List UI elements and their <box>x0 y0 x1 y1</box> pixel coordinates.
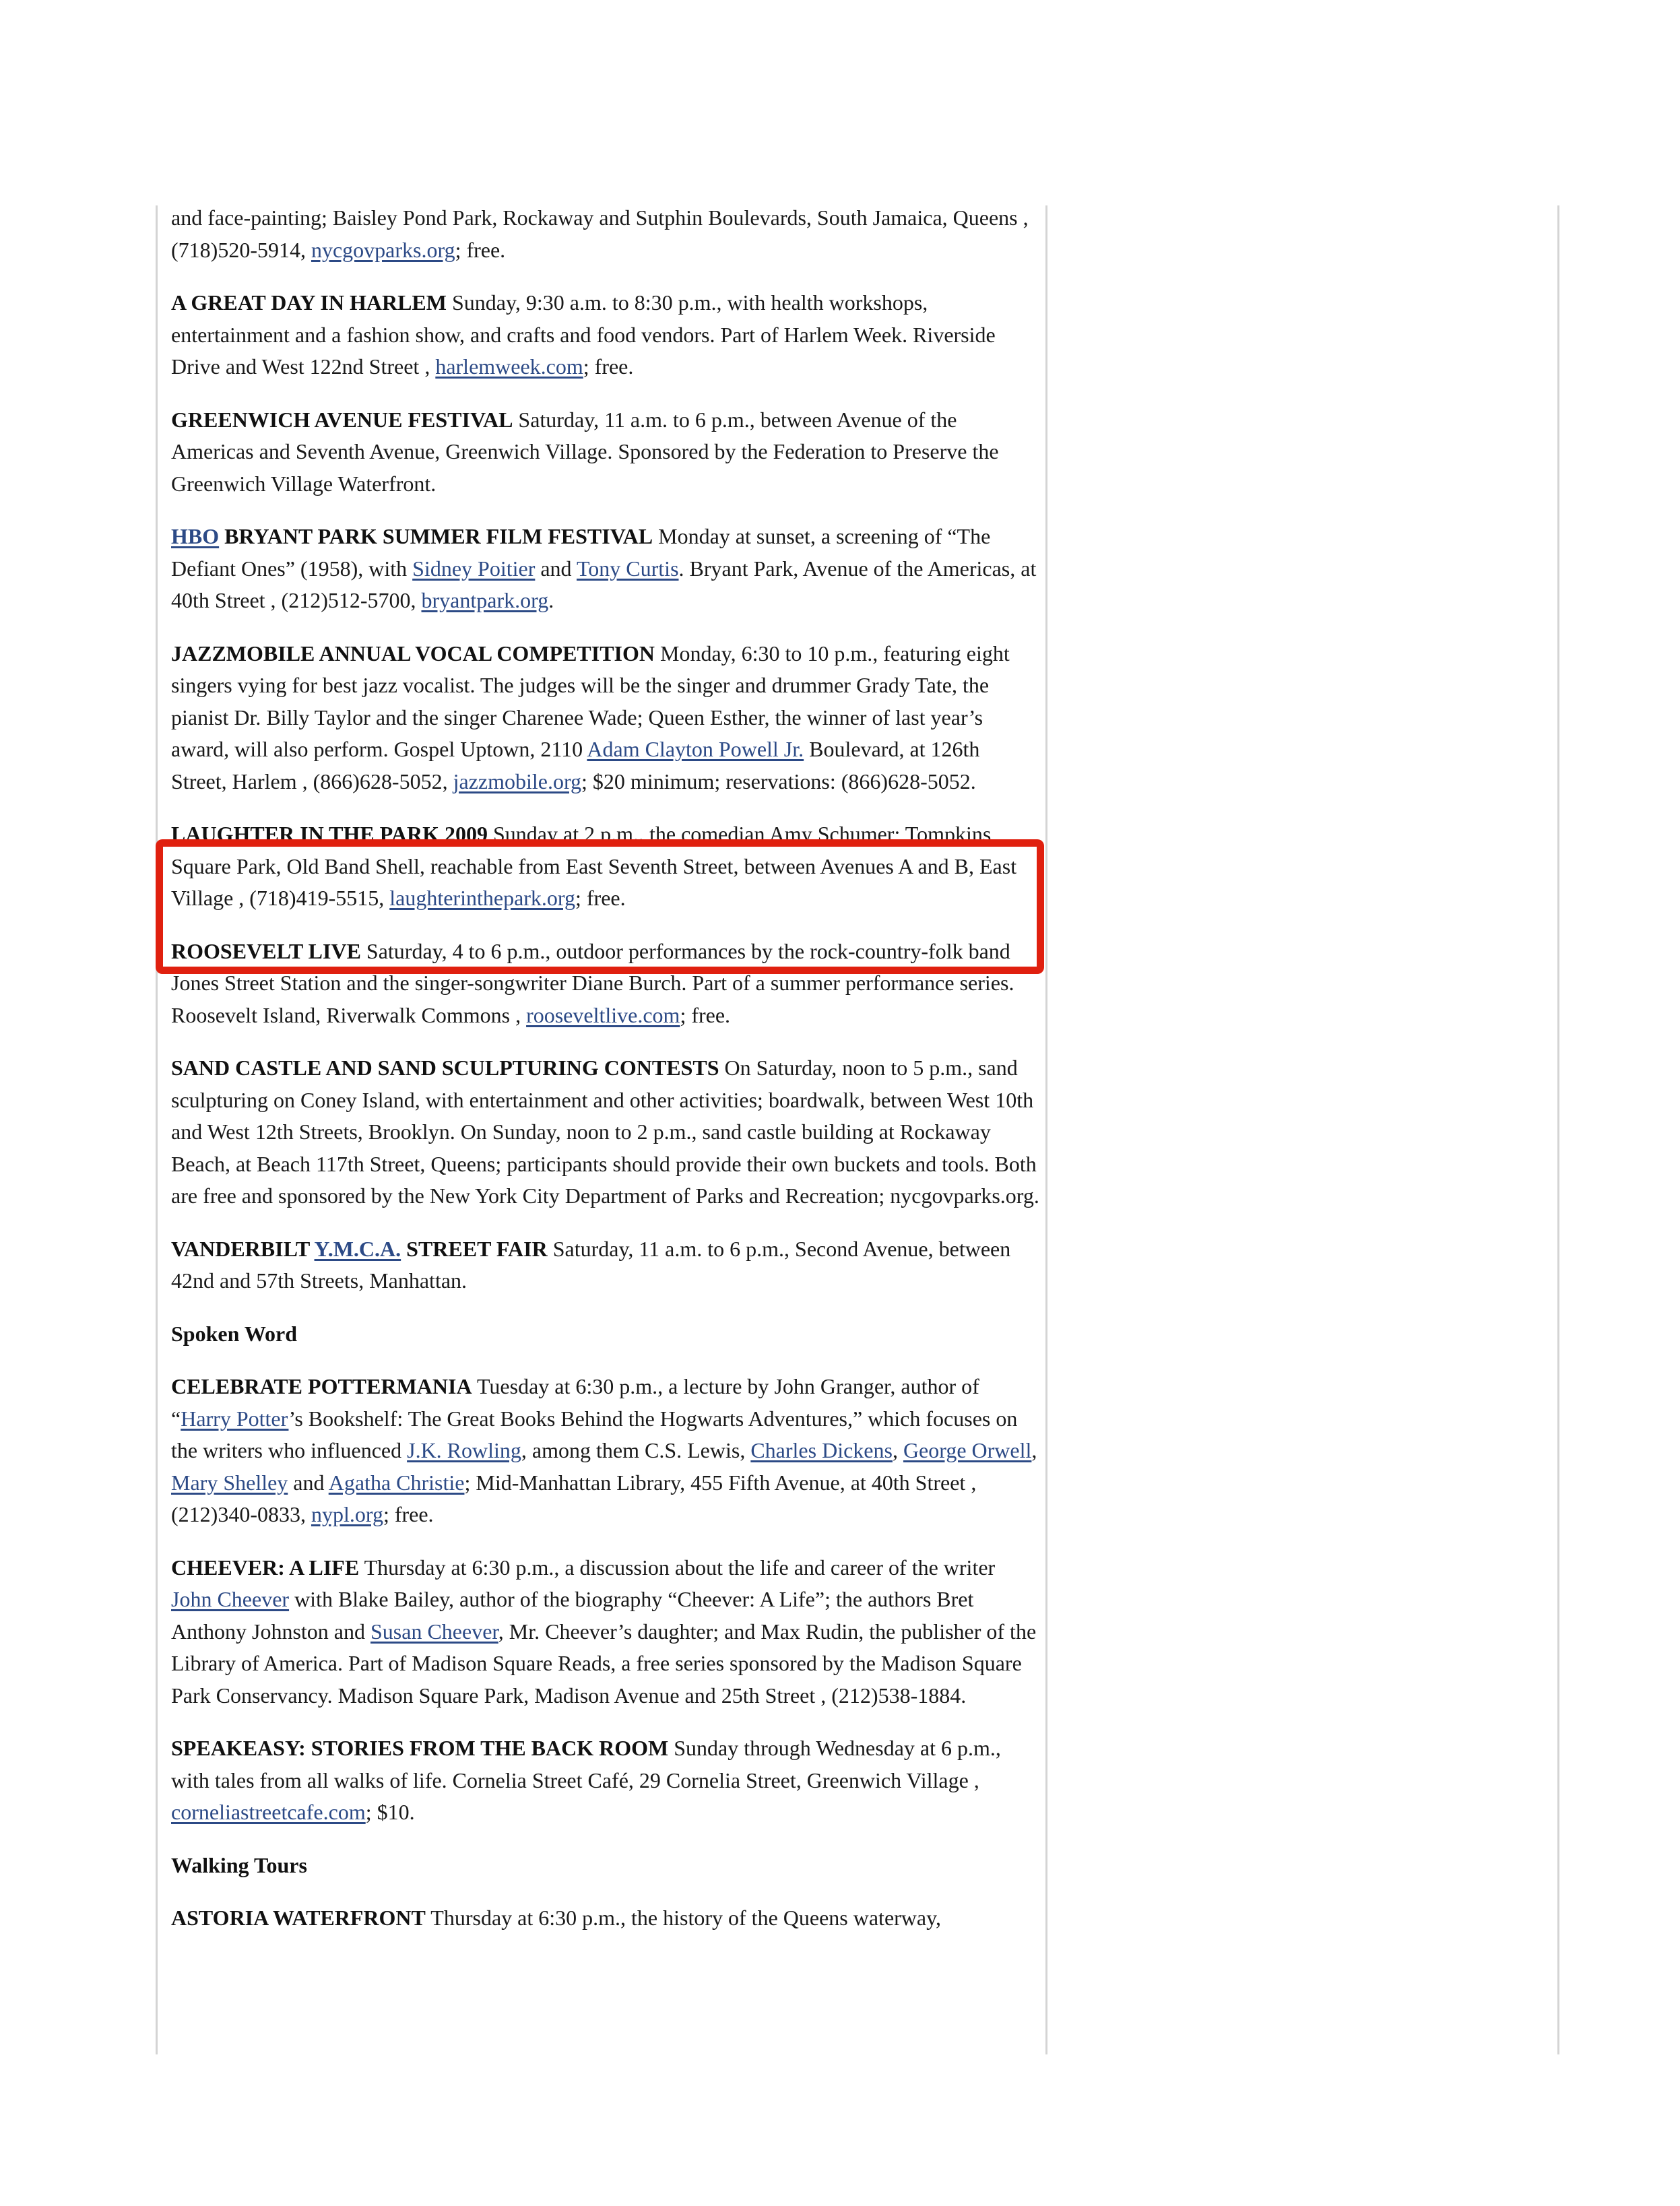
entry-text: with Blake Bailey, author of the biography “Cheever: A Life”; the authors Bret Anthony Johnston and <box>171 1587 974 1644</box>
laughterinthepark-link[interactable]: laughterinthepark.org <box>389 886 575 910</box>
event-title: VANDERBILT <box>171 1236 315 1261</box>
event-title: ROOSEVELT LIVE <box>171 938 361 963</box>
event-entry-greenwich-avenue <box>171 404 1040 500</box>
article-column <box>171 202 1040 1955</box>
harlemweek-link[interactable]: harlemweek.com <box>435 354 583 379</box>
event-entry-pottermania <box>171 1371 1040 1531</box>
event-title: GREENWICH AVENUE FESTIVAL <box>171 407 513 432</box>
charles-dickens-link[interactable]: Charles Dickens <box>750 1438 893 1462</box>
event-title: ASTORIA WATERFRONT <box>171 1906 426 1930</box>
tony-curtis-link[interactable]: Tony Curtis <box>576 556 679 581</box>
entry-text: and face-painting; Baisley Pond Park, Rockaway and Sutphin Boulevards, South Jamaica, Queens , (718)520-5914, <box>171 205 1029 262</box>
ymca-link[interactable]: Y.M.C.A. <box>314 1236 401 1261</box>
event-title: A GREAT DAY IN HARLEM <box>171 290 447 315</box>
entry-text: Tuesday at 6:30 p.m., a lecture by John Granger, author of “ <box>171 1374 979 1431</box>
event-entry-sand-castle <box>171 1052 1040 1212</box>
event-entry-baisley-pond <box>171 202 1040 266</box>
entry-text: ; Mid-Manhattan Library, 455 Fifth Avenue, at 40th Street , (212)340-0833, <box>171 1470 977 1526</box>
entry-text: Boulevard, at 126th Street, Harlem , (866)628-5052, <box>171 737 980 793</box>
entry-text: ; free. <box>583 354 634 379</box>
entry-text: On Saturday, noon to 5 p.m., sand sculpturing on Coney Island, with entertainment and other activities; boardwalk, between West 10th and West 12th Streets, Brooklyn. On Sunday, noon to 2 p.m., sand castle building at Rockaway Beach, at Beach 117th Street, Queens; participants should provide their own buckets and tools. Both are free and sponsored by the New York City Department of Parks and Recreation; nycgovparks.org. <box>171 1056 1039 1208</box>
bryantpark-link[interactable]: bryantpark.org <box>421 588 549 612</box>
entry-text: Saturday, 4 to 6 p.m., outdoor performances by the rock-country-folk band Jones Street Station and the singer-songwriter Diane Burch. Part of a summer performance series. Roosevelt Island, Riverwalk Commons , <box>171 938 1014 1027</box>
highlight-box <box>156 839 1044 974</box>
section-heading: Spoken Word <box>171 1321 298 1346</box>
event-title: CELEBRATE POTTERMANIA <box>171 1374 472 1398</box>
entry-text: Monday at sunset, a screening of “The Defiant Ones” (1958), with <box>171 524 991 581</box>
entry-text: Saturday, 11 a.m. to 6 p.m., between Avenue of the Americas and Seventh Avenue, Greenwich Village. Sponsored by the Federation to Preserve the Greenwich Village Waterfront. <box>171 407 999 496</box>
entry-text: ; $20 minimum; reservations: (866)628-5052. <box>581 769 976 793</box>
harry-potter-link[interactable]: Harry Potter <box>181 1406 289 1431</box>
john-cheever-link[interactable]: John Cheever <box>171 1587 290 1611</box>
entry-text: , <box>892 1438 903 1462</box>
entry-text: Saturday, 11 a.m. to 6 p.m., Second Avenue, between 42nd and 57th Streets, Manhattan. <box>171 1236 1011 1293</box>
event-title: BRYANT PARK SUMMER FILM FESTIVAL <box>219 524 653 548</box>
event-entry-cheever <box>171 1552 1040 1712</box>
event-title: LAUGHTER IN THE PARK 2009 <box>171 822 488 846</box>
event-title: SAND CASTLE AND SAND SCULPTURING CONTESTS <box>171 1056 719 1080</box>
event-title: STREET FAIR <box>401 1236 548 1261</box>
column-rule-middle <box>1045 205 1047 2054</box>
entry-text: and <box>288 1470 329 1495</box>
event-entry-vanderbilt-ymca <box>171 1233 1040 1297</box>
george-orwell-link[interactable]: George Orwell <box>903 1438 1032 1462</box>
event-entry-great-day-harlem <box>171 287 1040 383</box>
event-title: JAZZMOBILE ANNUAL VOCAL COMPETITION <box>171 641 655 666</box>
event-entry-bryant-park <box>171 521 1040 617</box>
rooseveltlive-link[interactable]: rooseveltlive.com <box>526 1002 680 1027</box>
entry-text: and <box>535 556 577 581</box>
entry-text: Thursday at 6:30 p.m., the history of the Queens waterway, <box>425 1906 942 1930</box>
jk-rowling-link[interactable]: J.K. Rowling <box>407 1438 521 1462</box>
column-rule-right <box>1557 205 1559 2054</box>
jazzmobile-link[interactable]: jazzmobile.org <box>453 769 582 793</box>
susan-cheever-link[interactable]: Susan Cheever <box>370 1619 498 1644</box>
adam-clayton-powell-link[interactable]: Adam Clayton Powell Jr. <box>587 737 804 761</box>
agatha-christie-link[interactable]: Agatha Christie <box>328 1470 465 1495</box>
entry-text: Monday, 6:30 to 10 p.m., featuring eight singers vying for best jazz vocalist. The judges will be the singer and drummer Grady Tate, the pianist Dr. Billy Taylor and the singer Charenee Wade; Queen Esther, the winner of last year’s award, will also perform. Gospel Uptown, 2110 <box>171 641 1010 761</box>
entry-text: , Mr. Cheever’s daughter; and Max Rudin, the publisher of the Library of America. Part of Madison Square Reads, a free series sponsored by the Madison Square Park Conservancy. Madison Square Park, Madison Avenue and 25th Street , (212)538-1884. <box>171 1619 1037 1708</box>
entry-text: ; free. <box>575 886 626 910</box>
entry-text: Sunday through Wednesday at 6 p.m., with tales from all walks of life. Cornelia Street Café, 29 Cornelia Street, Greenwich Village , <box>171 1736 1001 1792</box>
section-heading-walking-tours <box>171 1850 1040 1882</box>
event-entry-jazzmobile <box>171 638 1040 798</box>
corneliastreetcafe-link[interactable]: corneliastreetcafe.com <box>171 1800 366 1824</box>
entry-text: . Bryant Park, Avenue of the Americas, at 40th Street , (212)512-5700, <box>171 556 1037 612</box>
event-entry-speakeasy <box>171 1732 1040 1829</box>
entry-text: ; free. <box>680 1002 731 1027</box>
entry-text: Sunday, 9:30 a.m. to 8:30 p.m., with health workshops, entertainment and a fashion show, and crafts and food vendors. Part of Harlem Week. Riverside Drive and West 122nd Street , <box>171 290 996 379</box>
event-title: SPEAKEASY: STORIES FROM THE BACK ROOM <box>171 1736 669 1760</box>
entry-text: , among them C.S. Lewis, <box>521 1438 751 1462</box>
entry-text: ; free. <box>455 237 506 262</box>
section-heading-spoken-word <box>171 1318 1040 1351</box>
entry-text: Thursday at 6:30 p.m., a discussion about the life and career of the writer <box>359 1555 996 1580</box>
entry-text: ; $10. <box>365 1800 415 1824</box>
nycgovparks-link[interactable]: nycgovparks.org <box>311 237 455 262</box>
sidney-poitier-link[interactable]: Sidney Poitier <box>412 556 536 581</box>
entry-text: Sunday at 2 p.m., the comedian Amy Schumer; Tompkins Square Park, Old Band Shell, reachable from East Seventh Street, between Avenues A and B, East Village , (718)419-5515, <box>171 822 1017 910</box>
entry-text: . <box>548 588 554 612</box>
entry-text: ; free. <box>383 1502 434 1526</box>
event-entry-astoria-waterfront <box>171 1902 1040 1935</box>
hbo-link[interactable]: HBO <box>171 524 220 548</box>
mary-shelley-link[interactable]: Mary Shelley <box>171 1470 288 1495</box>
nypl-link[interactable]: nypl.org <box>311 1502 383 1526</box>
entry-text: , <box>1031 1438 1037 1462</box>
entry-text: ’s Bookshelf: The Great Books Behind the Hogwarts Adventures,” which focuses on the writers who influenced <box>171 1406 1018 1462</box>
event-title: CHEEVER: A LIFE <box>171 1555 360 1580</box>
section-heading: Walking Tours <box>171 1852 307 1877</box>
column-rule-left <box>156 205 158 2054</box>
